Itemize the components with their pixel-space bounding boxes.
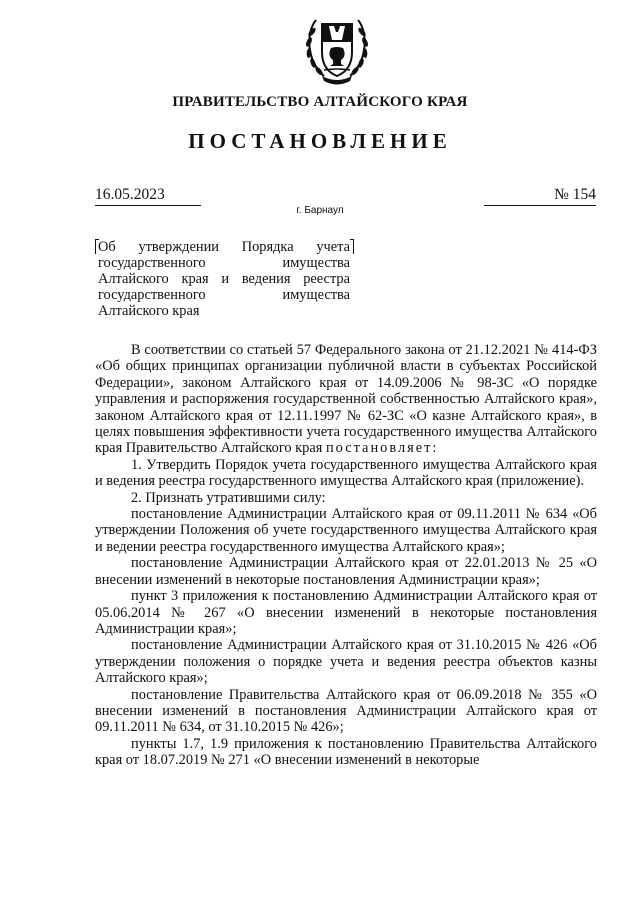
clause-1-paragraph: 1. Утвердить Порядок учета государственного имущества Алтайского края и ведения реестра государственного имущества Алтайского края (приложение). (95, 456, 597, 490)
intro-text: В соответствии со статьей 57 Федерального закона от 21.12.2021 № 414-ФЗ «Об общих принципах организации публичной власти в субъектах Российской Федерации», законом Алтайского края от 14.09.2006 № 98-ЗС «О порядке управления и распоряжения государственной собственностью Алтайского края», законом Алтайского края от 12.11.1997 № 62-ЗС «О казне Алтайского края», в целях повышения эффективности учета государственного имущества Алтайского края Правительство Алтайского края (95, 342, 597, 457)
document-type-title: ПОСТАНОВЛЕНИЕ (188, 129, 452, 153)
intro-paragraph (95, 342, 597, 457)
city-name: г. Барнаул (296, 205, 344, 216)
clause-2-paragraph: 2. Признать утратившими силу: (131, 489, 326, 506)
repealed-item: постановление Администрации Алтайского края от 22.01.2013 № 25 «О внесении изменений в некоторые постановления Администрации края»; (95, 555, 597, 588)
document-date: 16.05.2023 (95, 186, 201, 206)
repealed-item: постановление Правительства Алтайского края от 06.09.2018 № 355 «О внесении изменений в постановления Администрации Алтайского края от 09.11.2011 № 634, от 31.10.2015 № 426»; (95, 686, 597, 736)
document-body (95, 342, 597, 769)
repealed-item: пункты 1.7, 1.9 приложения к постановлению Правительства Алтайского края от 18.07.2019 № 271 «О внесении изменений в некоторые (95, 735, 597, 769)
repealed-item: пункт 3 приложения к постановлению Администрации Алтайского края от 05.06.2014 № 267 «О внесении изменений в некоторые постановления Администрации края»; (95, 588, 597, 637)
repealed-item: постановление Администрации Алтайского края от 09.11.2011 № 634 «Об утверждении Положения об учете государственного имущества Алтайского края и ведении реестра государственного имущества Алтайского края»; (95, 506, 597, 555)
altai-krai-coat-of-arms-emblem (294, 10, 380, 90)
subject-text: Об утверждении Порядка учета государственного имущества Алтайского края и ведения реестра государственного имущества Алтайского края (98, 239, 350, 319)
document-number: № 154 (484, 186, 596, 206)
repealed-item: постановление Администрации Алтайского края от 31.10.2015 № 426 «Об утверждении положения о порядке учета и ведения реестра объектов казны Алтайского края»; (95, 637, 597, 687)
document-subject (98, 239, 350, 319)
government-name: ПРАВИТЕЛЬСТВО АЛТАЙСКОГО КРАЯ (172, 94, 468, 110)
resolves-word: постановляет: (325, 440, 439, 457)
subject-bracket-right (350, 239, 354, 254)
subject-bracket-left (95, 239, 99, 254)
